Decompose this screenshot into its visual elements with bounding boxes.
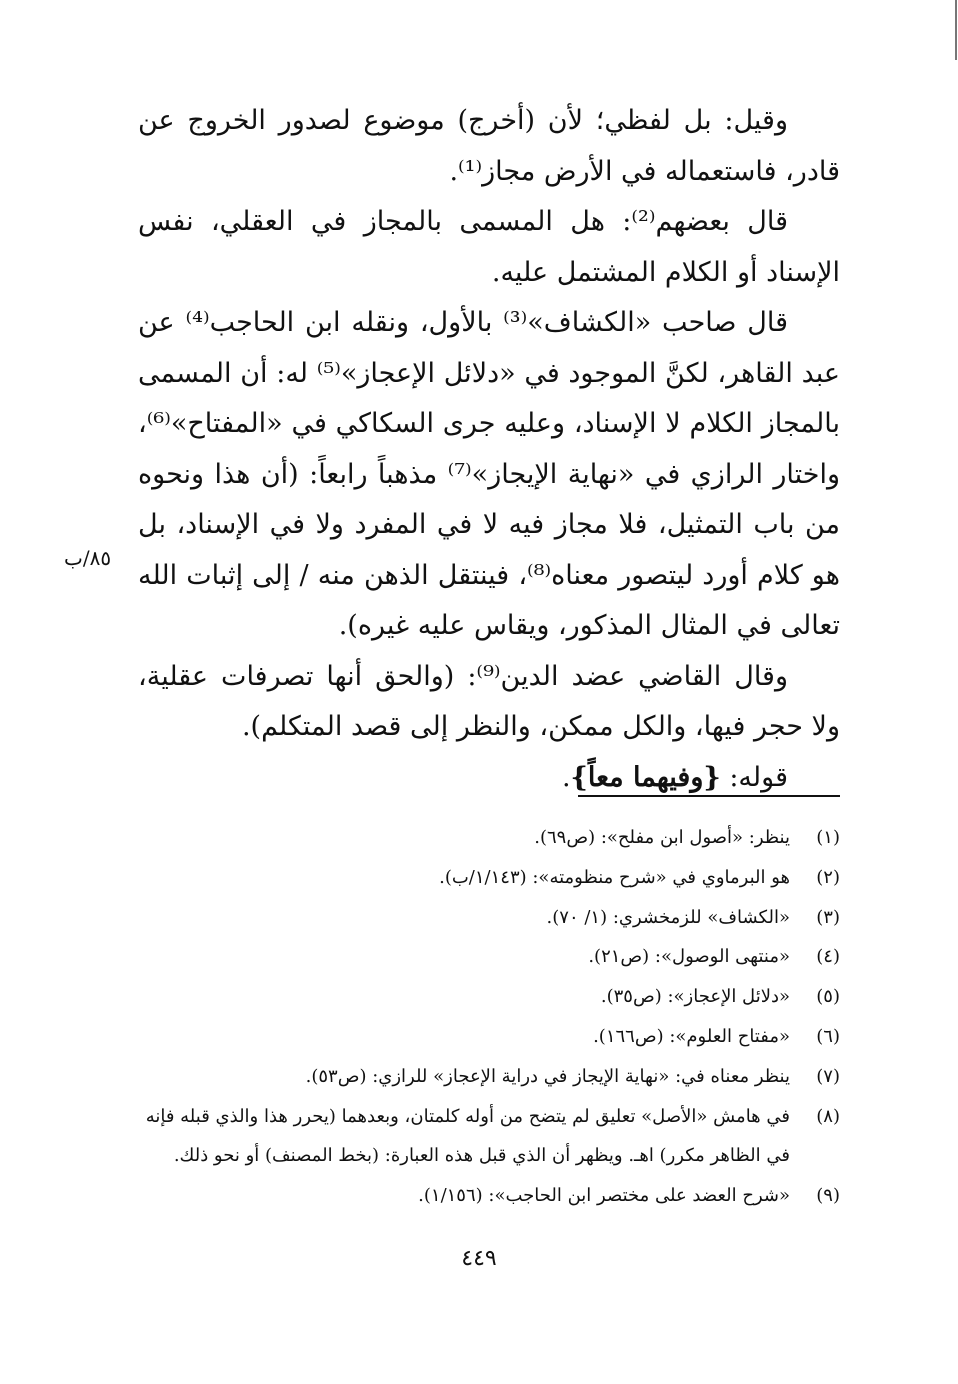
footnote-number: (٤) [816,946,840,968]
page-number: ٤٤٩ [461,1246,497,1271]
main-text [138,96,840,803]
footnote [138,898,840,938]
footnote [138,858,840,898]
footnote-number: (٧) [816,1065,840,1087]
page-edge-mark [955,0,957,60]
footnote [138,1057,840,1097]
paragraph-2: قال بعضهم⁽²⁾: هل المسمى بالمجاز في العقلي، نفس الإسناد أو الكلام المشتمل عليه. [138,206,840,288]
footnote-text: «الكشاف» للزمخشري: (١/ ٧٠). [546,906,790,928]
footnote-text: «منتهى الوصول»: (ص٢١). [588,946,790,968]
footnote [138,1097,840,1177]
footnote-text: «شرح العضد على مختصر ابن الحاجب»: (١/١٥٦). [418,1185,790,1207]
footnote-text: هو البرماوي في «شرح منظومته»: (١/١٤٣/ب). [439,866,790,888]
footnote-text: ينظر معناه في: «نهاية الإيجاز في دراية الإعجاز» للرازي: (ص٥٣). [305,1065,790,1087]
footnote-separator [578,795,840,797]
footnote-number: (٣) [816,906,840,928]
footnote-number: (١) [816,827,840,848]
quoted-text: {وفيهما معاً} [570,761,721,793]
footnote [138,977,840,1017]
footnote-text: «دلائل الإعجاز»: (ص٣٥). [600,986,790,1008]
footnote [138,1176,840,1216]
quote-label: قوله: [720,761,788,793]
paragraph-3: قال صاحب «الكشاف»⁽³⁾ بالأول، ونقله ابن الحاجب⁽⁴⁾ عن عبد القاهر، لكنَّ الموجود في «دلائل الإعجاز»⁽⁵⁾ له: أن المسمى بالمجاز الكلام لا الإسناد، وعليه جرى السكاكي في «المفتاح»⁽⁶⁾، واختار الرازي في «نهاية الإيجاز»⁽⁷⁾ مذهباً رابعاً: (أن هذا ونحوه من باب التمثيل، فلا مجاز فيه لا في المفرد ولا في الإسناد، بل هو كلام أورد ليتصور معناه⁽⁸⁾، فينتقل الذهن منه / إلى إثبات الله تعالى في المثال المذكور، ويقاس عليه غيره). [138,307,841,641]
footnote-number: (٩) [816,1185,840,1207]
footnote-text: ينظر: «أصول ابن مفلح»: (ص٦٩). [534,827,790,848]
footnote-text: في هامش «الأصل» تعليق لم يتضح من أوله كلمتان، وبعدهما (يحرر هذا والذي قبله فإنه في الظاهر مكرر) اهـ. ويظهر أن الذي قبل هذه العبارة: (بخط المصنف) أو نحو ذلك. [145,1105,790,1167]
paragraph-4: وقال القاضي عضد الدين⁽⁹⁾: (والحق أنها تصرفات عقلية، ولا حجر فيها، والكل ممكن، والنظر إلى قصد المتكلم). [138,660,840,742]
footnote-number: (٨) [816,1105,840,1127]
paragraph-1: وقيل: بل لفظي؛ لأن (أخرج) موضوع لصدور الخروج عن قادر، فاستعماله في الأرض مجاز⁽¹⁾. [138,105,840,187]
footnote-number: (٢) [816,866,840,888]
footnote [138,937,840,977]
footnotes [138,818,840,1216]
quote-end: . [561,761,571,793]
footnote-number: (٥) [816,986,840,1008]
footnote [138,818,840,858]
manuscript-folio-marker: ٨٥/ب [64,546,112,570]
footnote-text: «مفتاح العلوم»: (ص١٦٦). [593,1025,790,1047]
footnote-number: (٦) [816,1025,840,1047]
footnote [138,1017,840,1057]
